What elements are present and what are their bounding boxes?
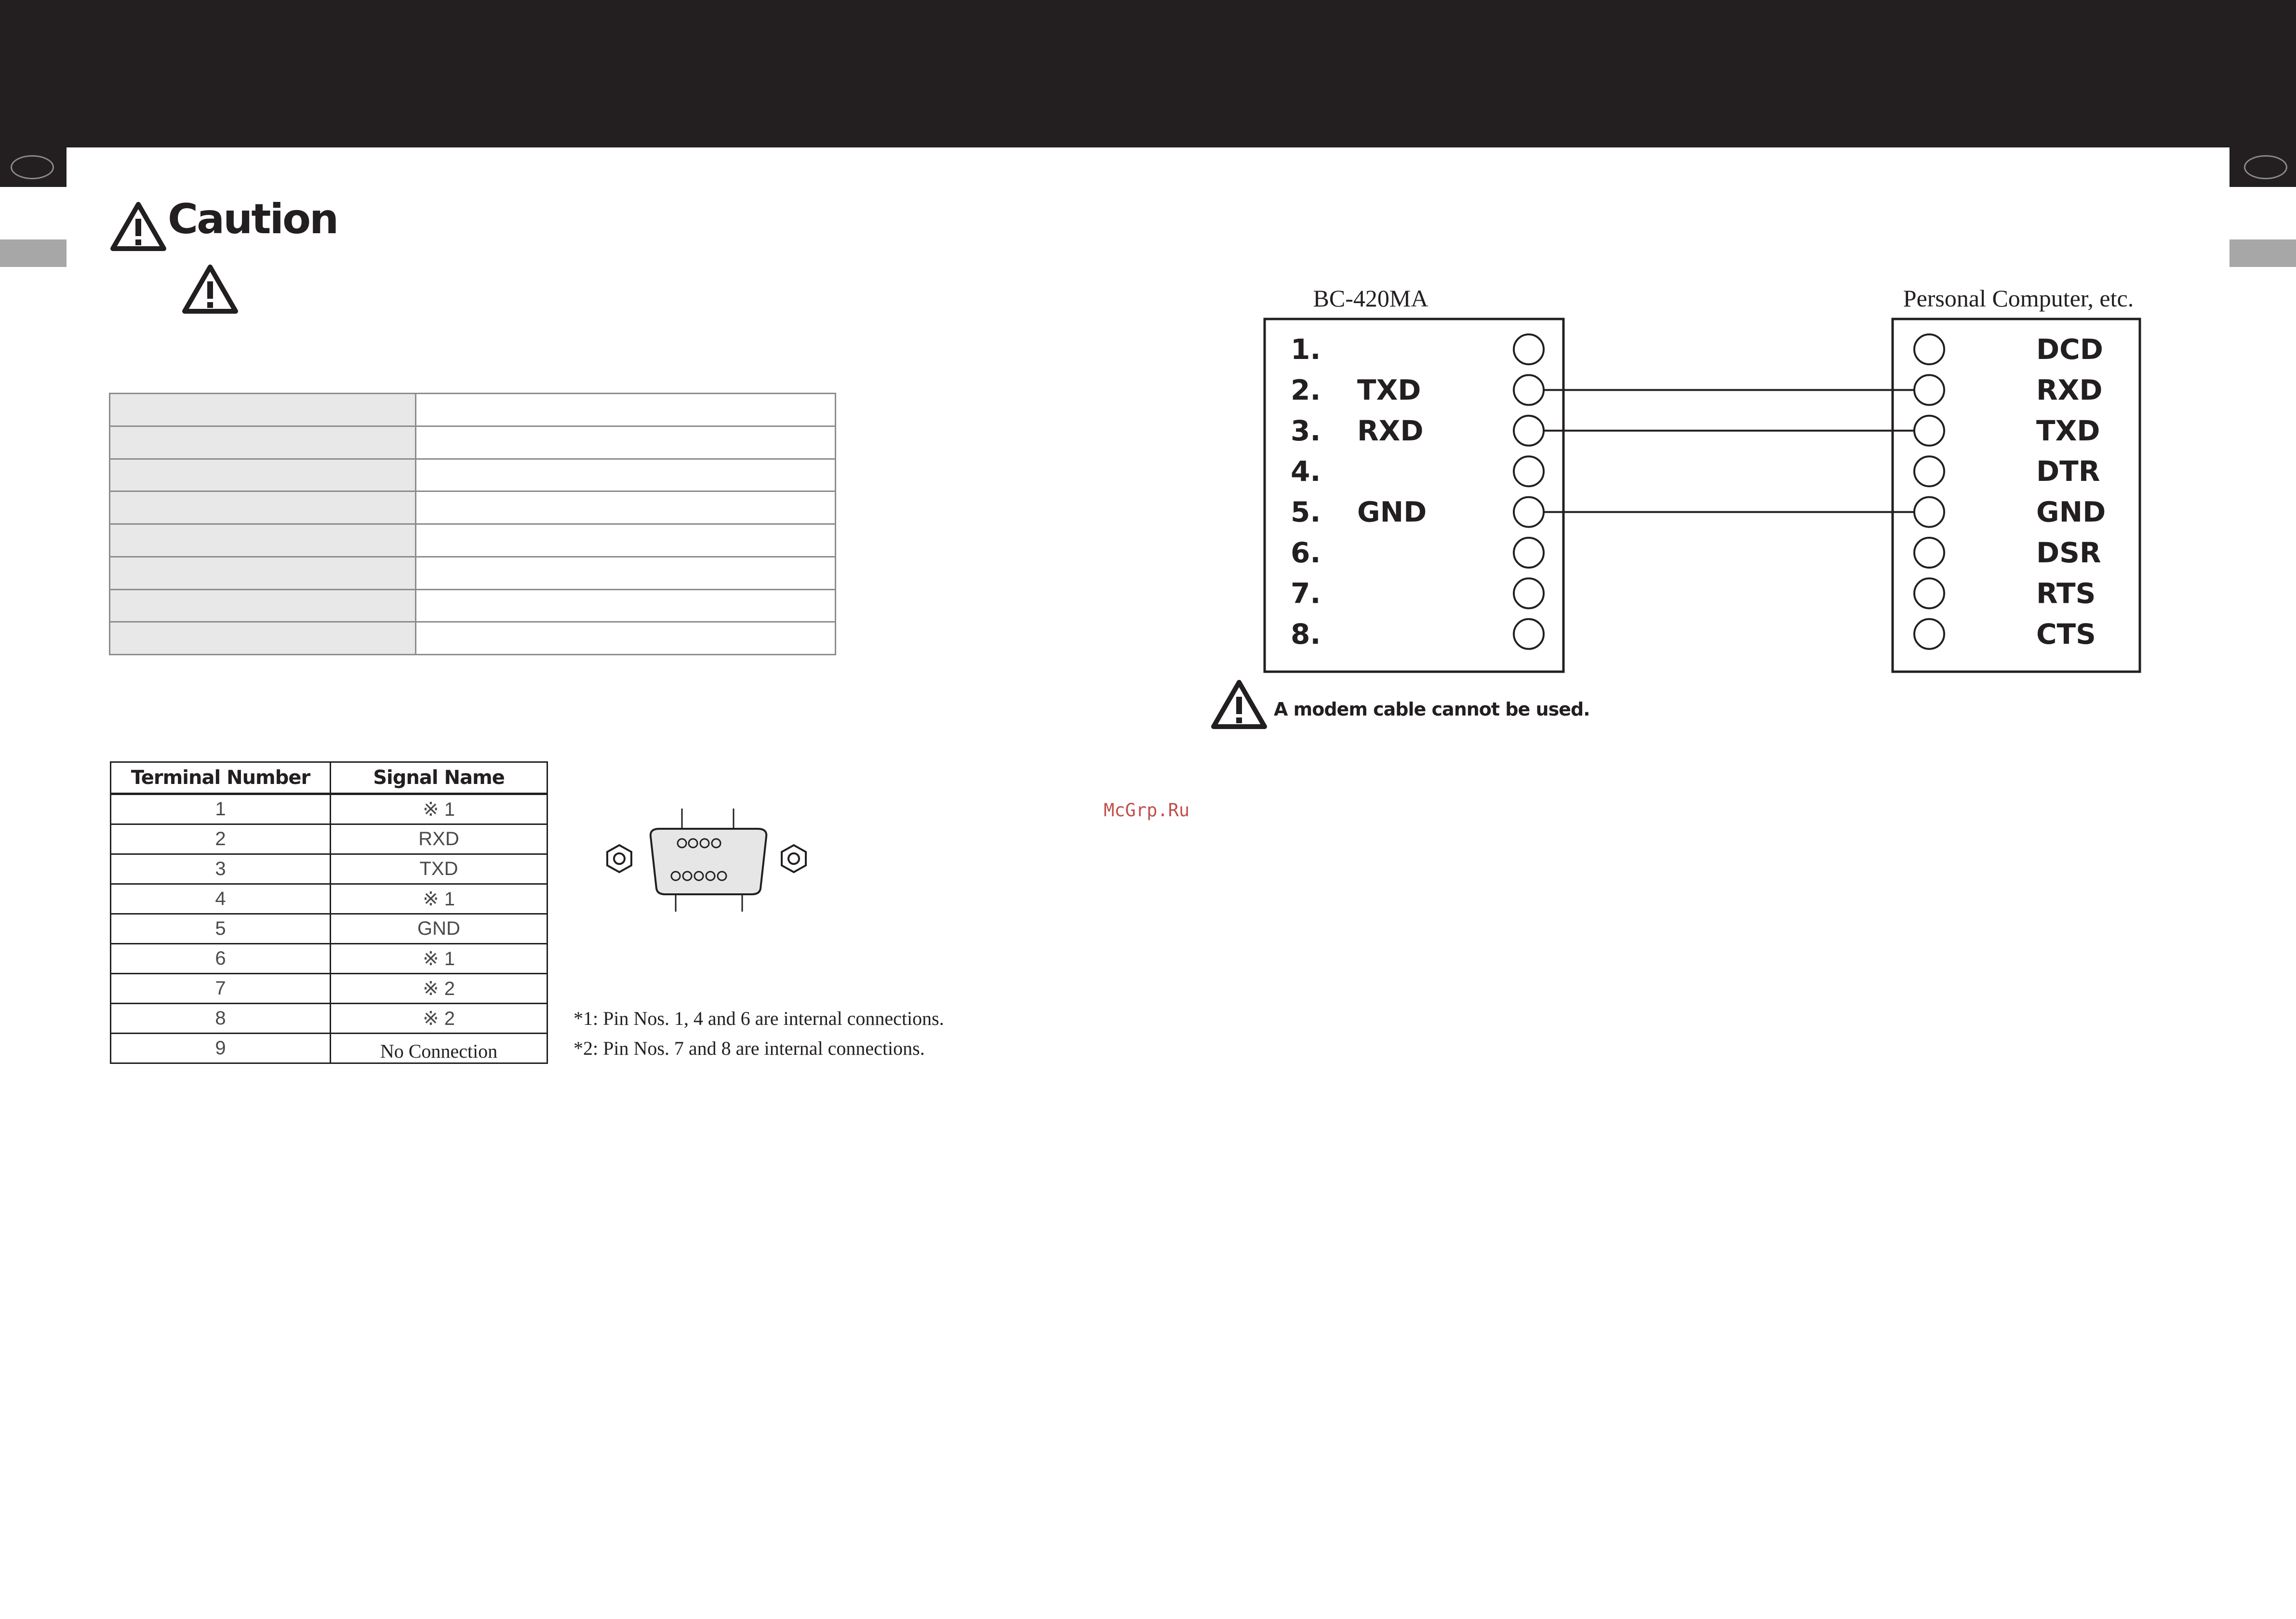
signal-name-header: Signal Name — [331, 762, 547, 794]
right-device-title: Personal Computer, etc. — [1903, 285, 2134, 312]
terminal-number-cell: 7 — [111, 974, 331, 1004]
table-header-row — [111, 762, 547, 794]
spec-key-cell — [110, 491, 416, 524]
left-pin-terminal — [1514, 375, 1544, 405]
terminal-number-cell: 9 — [111, 1034, 331, 1063]
left-pin-terminal — [1514, 334, 1544, 364]
modem-cable-note: A modem cable cannot be used. — [1274, 699, 1590, 720]
right-pin-signal: DCD — [2036, 333, 2103, 366]
spec-value-cell — [416, 426, 836, 459]
right-pin-terminal — [1914, 538, 1944, 568]
left-pin-terminal — [1514, 456, 1544, 486]
table-row — [111, 794, 547, 824]
right-pin-terminal — [1914, 416, 1944, 446]
left-pin-terminal — [1514, 578, 1544, 608]
left-pin-number: 3. — [1291, 414, 1321, 447]
terminal-number-cell: 8 — [111, 1004, 331, 1034]
terminal-number-cell: 5 — [111, 914, 331, 944]
spec-value-cell — [416, 491, 836, 524]
spec-table — [109, 393, 836, 655]
spec-key-cell — [110, 622, 416, 655]
right-pin-terminal — [1914, 334, 1944, 364]
left-pin-signal: GND — [1357, 495, 1427, 529]
right-pin-signal: CTS — [2036, 617, 2096, 650]
table-row — [111, 974, 547, 1004]
spec-value-cell — [416, 394, 836, 426]
note-1: *1: Pin Nos. 1, 4 and 6 are internal connections. — [574, 1008, 944, 1029]
wiring-diagram — [1176, 279, 2178, 684]
table-row — [110, 459, 836, 491]
left-pin-number: 4. — [1291, 455, 1321, 488]
spec-value-cell — [416, 589, 836, 622]
spec-key-cell — [110, 426, 416, 459]
signal-name-cell: ※ 1 — [331, 794, 547, 824]
terminal-number-header: Terminal Number — [111, 762, 331, 794]
right-pin-terminal — [1914, 578, 1944, 608]
right-pin-terminal — [1914, 375, 1944, 405]
left-page-tab — [0, 147, 67, 187]
spec-value-cell — [416, 557, 836, 589]
right-pin-terminal — [1914, 497, 1944, 527]
spec-value-cell — [416, 524, 836, 557]
left-page-tab-oval — [11, 155, 54, 179]
table-row — [110, 394, 836, 426]
signal-name-cell: ※ 1 — [331, 884, 547, 914]
left-device-title: BC-420MA — [1313, 285, 1428, 312]
table-row — [110, 524, 836, 557]
table-row — [111, 854, 547, 884]
right-page-tab — [2229, 147, 2296, 187]
terminal-number-cell: 3 — [111, 854, 331, 884]
terminal-number-cell: 1 — [111, 794, 331, 824]
terminal-number-cell: 2 — [111, 824, 331, 854]
signal-name-cell: ※ 2 — [331, 1004, 547, 1034]
right-pin-signal: TXD — [2036, 414, 2100, 447]
table-row — [111, 1034, 547, 1063]
right-pin-signal: GND — [2036, 495, 2106, 529]
warning-triangle-icon — [110, 201, 167, 252]
table-row — [110, 622, 836, 655]
spec-key-cell — [110, 524, 416, 557]
signal-name-cell: ※ 1 — [331, 944, 547, 974]
table-row — [111, 944, 547, 974]
top-header-bar — [0, 0, 2296, 147]
spec-key-cell — [110, 589, 416, 622]
right-pin-signal: DSR — [2036, 536, 2101, 569]
left-grey-tab — [0, 239, 67, 267]
terminal-number-cell: 6 — [111, 944, 331, 974]
left-pin-terminal — [1514, 497, 1544, 527]
table-row — [111, 824, 547, 854]
terminal-number-cell: 4 — [111, 884, 331, 914]
table-row — [110, 589, 836, 622]
signal-name-cell: GND — [331, 914, 547, 944]
right-grey-tab — [2229, 239, 2296, 267]
left-pin-number: 8. — [1291, 617, 1321, 650]
left-pin-signal: RXD — [1357, 414, 1424, 447]
left-pin-number: 5. — [1291, 495, 1321, 529]
right-pin-signal: RXD — [2036, 373, 2103, 407]
right-page-tab-oval — [2244, 155, 2287, 179]
pin-assignment-table — [110, 761, 548, 1064]
note-2: *2: Pin Nos. 7 and 8 are internal connections. — [574, 1037, 925, 1059]
signal-name-cell: No Connection — [331, 1034, 547, 1063]
table-row — [111, 1004, 547, 1034]
signal-name-cell: TXD — [331, 854, 547, 884]
db9-connector-icon — [598, 805, 814, 916]
signal-name-cell: ※ 2 — [331, 974, 547, 1004]
right-pin-signal: RTS — [2036, 577, 2096, 610]
spec-key-cell — [110, 459, 416, 491]
right-pin-terminal — [1914, 456, 1944, 486]
spec-key-cell — [110, 394, 416, 426]
left-pin-number: 6. — [1291, 536, 1321, 569]
table-row — [111, 914, 547, 944]
spec-key-cell — [110, 557, 416, 589]
left-pin-terminal — [1514, 619, 1544, 649]
right-pin-signal: DTR — [2036, 455, 2100, 488]
spec-value-cell — [416, 622, 836, 655]
watermark: McGrp.Ru — [1104, 800, 1190, 821]
left-pin-number: 1. — [1291, 333, 1321, 366]
left-pin-number: 7. — [1291, 577, 1321, 610]
left-pin-number: 2. — [1291, 373, 1321, 407]
left-pin-signal: TXD — [1357, 373, 1421, 407]
left-pin-terminal — [1514, 416, 1544, 446]
signal-name-cell: RXD — [331, 824, 547, 854]
table-row — [110, 426, 836, 459]
caution-title: Caution — [168, 195, 338, 243]
table-row — [110, 557, 836, 589]
right-pin-terminal — [1914, 619, 1944, 649]
left-pin-terminal — [1514, 538, 1544, 568]
warning-triangle-icon — [182, 264, 239, 314]
warning-triangle-icon — [1211, 679, 1268, 730]
table-row — [111, 884, 547, 914]
spec-value-cell — [416, 459, 836, 491]
table-row — [110, 491, 836, 524]
